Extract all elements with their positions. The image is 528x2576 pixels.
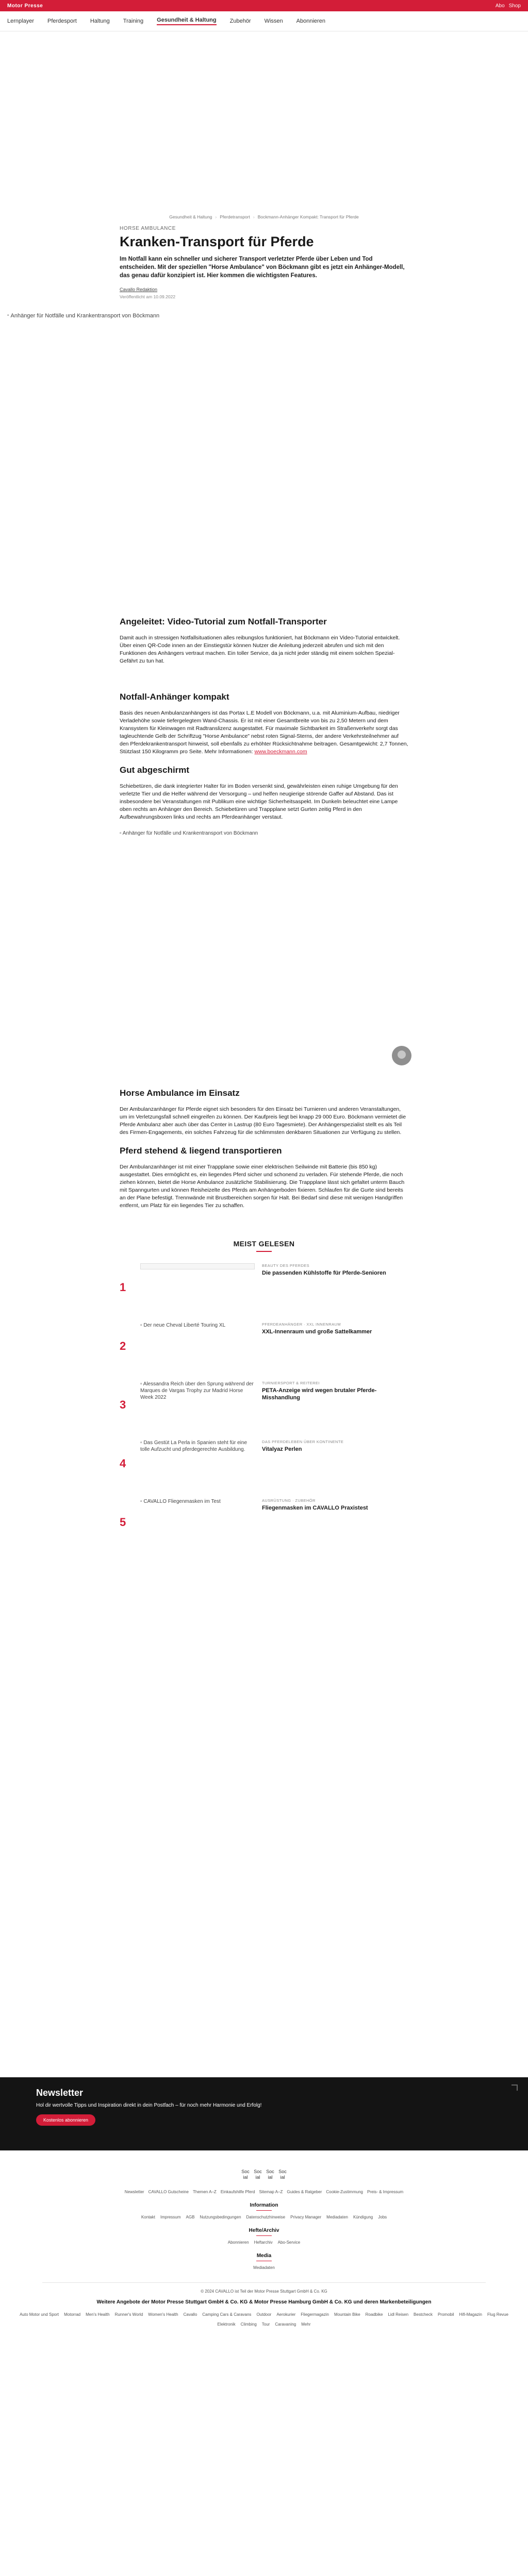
article-image-2-alt: Anhänger für Notfälle und Krankentransport von Böckmann (122, 831, 258, 836)
teaser-category: DAS PFERDELEBEN ÜBER KONTINENTE (262, 1439, 344, 1444)
footer-link[interactable]: Sitemap A–Z (259, 2190, 283, 2194)
kompakt-text: Basis des neuen Ambulanzanhängers ist das Portax L.E Modell von Böckmann, u.a. mit Aluminium-Aufbau, niedriger Verladehöhe sowie tiefergelegtem Wand-Chassis. Er ist mit einer Gesamtbreite von bis zu 2,50 Metern und dem Kransystem für Kleinwagen mit Radtranslizenz ausgestattet. Für maximale Sichtbarkeit im Straßenverkehr sorgt das tagleuchtende Gelb der Schriftzug "Horse Ambulance" nebst roten Signal-Sterns, der andere Verkehrsteilnehmer auf den Pferdekrankentransport hinweist, soll ebenfalls zu erhöhter Rücksichtnahme beitragen. Gesamtgewicht: 2,7 Tonnen, Stützlast 150 Kilogramm pro Seite. Mehr Informationen: (120, 710, 408, 755)
brand-link[interactable]: Elektronik (217, 2322, 236, 2327)
category-nav (0, 11, 528, 31)
most-read-item[interactable] (120, 1439, 408, 1498)
title-underline (256, 1251, 272, 1252)
brand-link[interactable]: Climbing (240, 2322, 257, 2327)
corner-arrow-icon (512, 2084, 518, 2091)
breadcrumb-separator: › (215, 214, 217, 219)
brand-link[interactable]: Men's Health (86, 2312, 110, 2317)
most-read-title: MEIST GELESEN (233, 1240, 295, 1248)
footer-link[interactable]: Nutzungsbedingungen (200, 2215, 241, 2219)
footer-hefte-links (0, 2240, 528, 2245)
section-heading-liegend: Pferd stehend & liegend transportieren (120, 1146, 282, 1156)
rank-number: 4 (120, 1457, 126, 1470)
footer-link[interactable]: Cookie-Zustimmung (326, 2190, 363, 2194)
rank-number: 5 (120, 1516, 126, 1529)
teaser-image[interactable] (140, 1381, 255, 1439)
top-link-shop[interactable]: Shop (508, 3, 521, 9)
footer-link[interactable]: AGB (186, 2215, 195, 2219)
section-text-abgeschirmt: Schiebetüren, die dank integrierter Halter für im Boden versenkt sind, gewährleisten einen ruhige Umgebung für den verletzte Tier und die Helfer während der Versorgung – und helfen neugierige störende Gaffer auf Abstand. Das ist insbesondere bei Veranstaltungen mit Publikum eine wichtige Sicherheitsaspekt. Im Dunkeln beleuchtet eine Lampe oben rechts am Anhänger den Bereich. Schiebetüren und Trappplane setzt Gurten zeitig Pferd in den Aufbewahrungsboxen links und rechts am Pferdeanhänger verstaut. (120, 783, 398, 820)
footer (0, 2150, 528, 2327)
social-links (0, 2150, 528, 2180)
teaser-headline[interactable]: PETA-Anzeige wird wegen brutaler Pferde-Misshandlung (262, 1387, 377, 1401)
brand-link[interactable]: Roadbike (365, 2312, 383, 2317)
teaser-headline[interactable]: Fliegenmasken im CAVALLO Praxistest (262, 1505, 368, 1511)
footer-links (0, 2180, 528, 2194)
nav-item[interactable]: Pferdesport (47, 18, 77, 24)
brand-link[interactable]: Bestcheck (414, 2312, 433, 2317)
nav-item-active[interactable]: Gesundheit & Haltung (157, 17, 217, 25)
breadcrumb (120, 214, 408, 219)
teaser-category: AUSRÜSTUNG · ZUBEHÖR (262, 1498, 316, 1503)
nav-item[interactable]: Zubehör (229, 18, 251, 24)
brand-link[interactable]: Camping Cars & Caravans (202, 2312, 252, 2317)
most-read-item[interactable] (120, 1498, 408, 1557)
teaser-category: PFERDEANHÄNGER · XXL INNENRAUM (262, 1322, 341, 1327)
footer-media-links (0, 2265, 528, 2270)
brand-link[interactable]: Hifi-Magazin (459, 2312, 482, 2317)
section-text-kompakt (120, 709, 408, 756)
brand-link[interactable]: Caravaning (275, 2322, 296, 2327)
brand-link[interactable]: Lidl Reisen (388, 2312, 409, 2317)
boeckmann-link[interactable]: www.boeckmann.com (254, 749, 307, 755)
footer-link[interactable]: Einkaufshilfe Pferd (220, 2190, 255, 2194)
teaser-image-alt: Das Gestüt La Perla in Spanien steht für eine tolle Aufzucht und pferdegerechte Ausbildung. (140, 1440, 248, 1452)
article-author[interactable]: Cavallo Redaktion (120, 287, 158, 292)
footer-link[interactable]: Datenschutzhinweise (246, 2215, 286, 2219)
broken-image-icon: ▫ (140, 1440, 144, 1446)
section-heading-video: Angeleitet: Video-Tutorial zum Notfall-Transporter (120, 617, 327, 626)
brand-link[interactable]: Motorrad (64, 2312, 81, 2317)
article-teaser: Im Notfall kann ein schneller und sicherer Transport verletzter Pferde über Leben und Tod entscheiden. Mit der speziellen "Horse Ambulance" von Böckmann gibt es jetzt ein Anhänger-Modell, das genau dafür konzipiert ist. Hier kommen die wichtigsten Features. (120, 256, 405, 279)
teaser-image[interactable] (140, 1263, 255, 1322)
nav-item[interactable]: Haltung (90, 18, 110, 24)
brand-link[interactable]: Runner's World (114, 2312, 143, 2317)
teaser-text (262, 1263, 408, 1322)
teaser-text (262, 1498, 408, 1557)
brand-link[interactable]: Flug Revue (487, 2312, 508, 2317)
breadcrumb-separator: › (253, 214, 255, 219)
nav-item[interactable]: Lernplayer (7, 18, 34, 24)
teaser-image[interactable] (140, 1498, 255, 1557)
nav-item[interactable]: Abonnieren (296, 18, 325, 24)
section-heading-abgeschirmt: Gut abgeschirmt (120, 765, 190, 775)
copyright: © 2024 CAVALLO ist Teil der Motor Presse Stuttgart GmbH & Co. KG (201, 2289, 327, 2294)
section-heading-einsatz: Horse Ambulance im Einsatz (120, 1088, 240, 1098)
brand-links (0, 2312, 528, 2327)
teaser-image-alt: CAVALLO Fliegenmasken im Test (143, 1499, 221, 1504)
nav-item[interactable]: Training (123, 18, 144, 24)
broken-image-icon: ▫ (140, 1499, 144, 1504)
rank-number: 1 (120, 1281, 126, 1294)
instagram-icon[interactable]: Soc ial (254, 2169, 262, 2180)
most-read-section (120, 1219, 408, 1557)
footer-link[interactable]: Guides & Ratgeber (287, 2190, 322, 2194)
nav-item[interactable]: Wissen (264, 18, 283, 24)
facebook-icon[interactable]: Soc ial (241, 2169, 250, 2180)
brand-link[interactable]: Cavallo (183, 2312, 197, 2317)
footer-link[interactable]: Jobs (378, 2215, 387, 2219)
section-text-einsatz: Der Ambulanzanhänger für Pferde eignet sich besonders für den Einsatz bei Turnieren und anderen Veranstaltungen, um im Verletzungsfall schnell eingreifen zu können. Der Kaufpreis liegt bei knapp 29 000 Euro. Böckmann vermietet die Pferde Ambulanz aber auch über das Center in Lastrup (80 Euro Tagesmiete). Der Anhängerspezialist stellt es als Teil des Firmen-Engagements, ein solches Fahrzeug für die schlimmsten denkbaren Situationen zur Verfügung zu stellen. (120, 1106, 406, 1136)
footer-heading-media: Media (256, 2253, 272, 2259)
section-text-video: Damit auch in stressigen Notfallsituationen alles reibungslos funktioniert, hat Böckmann ein Video-Tutorial entwickelt. Über einen QR-Code innen an der Einstiegstür können Nutzer die Anleitung jederzeit abrufen und sich mit den Funktionen des Anhängers vertraut machen. Ein toller Service, da ja nicht jeder ständig mit einem solchen Spezial-Gefährt zu tun hat. (120, 635, 400, 664)
rank-number: 3 (120, 1398, 126, 1411)
pinterest-icon[interactable]: Soc ial (278, 2169, 287, 2180)
youtube-icon[interactable]: Soc ial (266, 2169, 274, 2180)
brand-link[interactable]: Auto Motor und Sport (20, 2312, 59, 2317)
newsletter-subscribe-button[interactable]: Kostenlos abonnieren (36, 2114, 95, 2126)
brand-link[interactable]: Mehr (301, 2322, 311, 2327)
article-kicker: HORSE AMBULANCE (120, 226, 176, 231)
newsletter-banner (0, 2077, 528, 2150)
teaser-headline[interactable]: XXL-Innenraum und große Sattelkammer (262, 1329, 372, 1335)
broken-image-icon: ▫ (140, 1323, 144, 1328)
brand-link[interactable]: Outdoor (256, 2312, 272, 2317)
breadcrumb-item[interactable]: Gesundheit & Haltung (169, 214, 212, 219)
footer-link[interactable]: Heftarchiv (254, 2240, 273, 2245)
article-date: Veröffentlicht am 10.09.2022 (120, 294, 176, 299)
footer-link[interactable]: CAVALLO Gutscheine (148, 2190, 189, 2194)
teaser-image-alt: Der neue Cheval Liberté Touring XL (143, 1323, 226, 1328)
teaser-headline[interactable]: Die passenden Kühlstoffe für Pferde-Senioren (262, 1270, 386, 1276)
brand-link[interactable]: Women's Health (148, 2312, 178, 2317)
footer-heading-underline (256, 2210, 272, 2211)
teaser-headline[interactable]: Vitalyaz Perlen (262, 1446, 302, 1452)
most-read-item[interactable] (120, 1322, 408, 1381)
teaser-category: TURNIERSPORT & REITEREI (262, 1381, 320, 1385)
teaser-text (262, 1322, 408, 1381)
teaser-category: BEAUTY DES PFERDES (262, 1263, 310, 1268)
most-read-item[interactable] (120, 1263, 408, 1322)
footer-link[interactable]: Mediadaten (253, 2265, 275, 2270)
footer-link[interactable]: Newsletter (124, 2190, 144, 2194)
top-bar (0, 0, 528, 11)
footer-heading-information: Information (250, 2202, 278, 2208)
publisher-network-heading: Weitere Angebote der Motor Presse Stuttgart GmbH & Co. KG & Motor Presse Hamburg GmbH & Co. KG und deren Markenbeteiligungen (96, 2299, 432, 2305)
footer-link[interactable]: Privacy Manager (290, 2215, 322, 2219)
footer-link[interactable]: Kontakt (141, 2215, 155, 2219)
chat-avatar-icon[interactable] (392, 1046, 411, 1065)
most-read-item[interactable] (120, 1381, 408, 1439)
video-placeholder (120, 674, 408, 692)
brand-link[interactable]: Mountain Bike (334, 2312, 360, 2317)
publisher-brand[interactable]: Motor Presse (7, 3, 43, 9)
hero-image (7, 313, 368, 617)
article (7, 31, 408, 1210)
footer-heading-underline (256, 2235, 272, 2236)
rank-number: 2 (120, 1340, 126, 1352)
footer-divider (42, 2282, 486, 2283)
hero-image-alt: Anhänger für Notfälle und Krankentransport von Böckmann (10, 313, 160, 319)
footer-link[interactable]: Abonnieren (227, 2240, 249, 2245)
newsletter-title: Newsletter (36, 2088, 84, 2098)
footer-link[interactable]: Preis- & Impressum (367, 2190, 404, 2194)
broken-image-icon: ▫ (140, 1381, 143, 1387)
footer-link[interactable]: Impressum (160, 2215, 181, 2219)
footer-link[interactable]: Kündigung (353, 2215, 373, 2219)
section-heading-kompakt: Notfall-Anhänger kompakt (120, 692, 229, 702)
section-text-liegend: Der Ambulanzanhänger ist mit einer Trappplane sowie einer elektrischen Seilwinde mit Batterie (bis 850 kg) ausgestattet. Dies ermöglicht es, ein liegendes Pferd sicher und schonend zu verladen. Für stehende Pferde, die noch ziehen können, bietet die Horse Ambulance zusätzliche Stabilisierung. Die Trappplane lässt sich gefaltet unterm Bauch mit Spanngurten und können Reisheizelte des Pferds am Anhängerboden fixieren. Schlaufen für die Gurte sind bereits an der Plane befestigt. Trennwände mit Brustbereichen sorgen für Halt. Bei Bedarf sind diese mit wenigen Handgriffen entfernt, um Platz für ein liegendes Tier zu schaffen. (120, 1164, 405, 1209)
footer-info-links (0, 2215, 528, 2219)
article-title: Kranken-Transport für Pferde (120, 234, 314, 249)
teaser-text (262, 1439, 408, 1498)
breadcrumb-current: Bockmann-Anhänger Kompakt: Transport für Pferde (257, 214, 359, 219)
footer-heading-hefte: Hefte/Archiv (249, 2228, 279, 2233)
article-image-2 (120, 831, 408, 1088)
breadcrumb-item[interactable]: Pferdetransport (220, 214, 250, 219)
footer-link[interactable]: Mediadaten (326, 2215, 348, 2219)
brand-link[interactable]: Fliegermagazin (301, 2312, 329, 2317)
teaser-image[interactable] (140, 1322, 255, 1381)
brand-link[interactable]: Aerokurier (276, 2312, 296, 2317)
newsletter-text: Hol dir wertvolle Tipps und Inspiration direkt in dein Postfach – für noch mehr Harmonie und Erfolg! (36, 2103, 262, 2108)
broken-image-icon: ▫ (120, 831, 122, 836)
footer-link[interactable]: Themen A–Z (193, 2190, 217, 2194)
footer-link[interactable]: Abo-Service (277, 2240, 301, 2245)
brand-link[interactable]: Tour (261, 2322, 270, 2327)
teaser-image[interactable] (140, 1439, 255, 1498)
image-placeholder (140, 1263, 255, 1269)
broken-image-icon: ▫ (7, 313, 9, 318)
top-link-abo[interactable]: Abo (495, 3, 505, 9)
teaser-image-alt: Alessandra Reich über den Sprung während der Marques de Vargas Trophy zur Madrid Horse Week 2022 (140, 1381, 254, 1400)
teaser-text (262, 1381, 408, 1439)
brand-link[interactable]: Promobil (437, 2312, 454, 2317)
